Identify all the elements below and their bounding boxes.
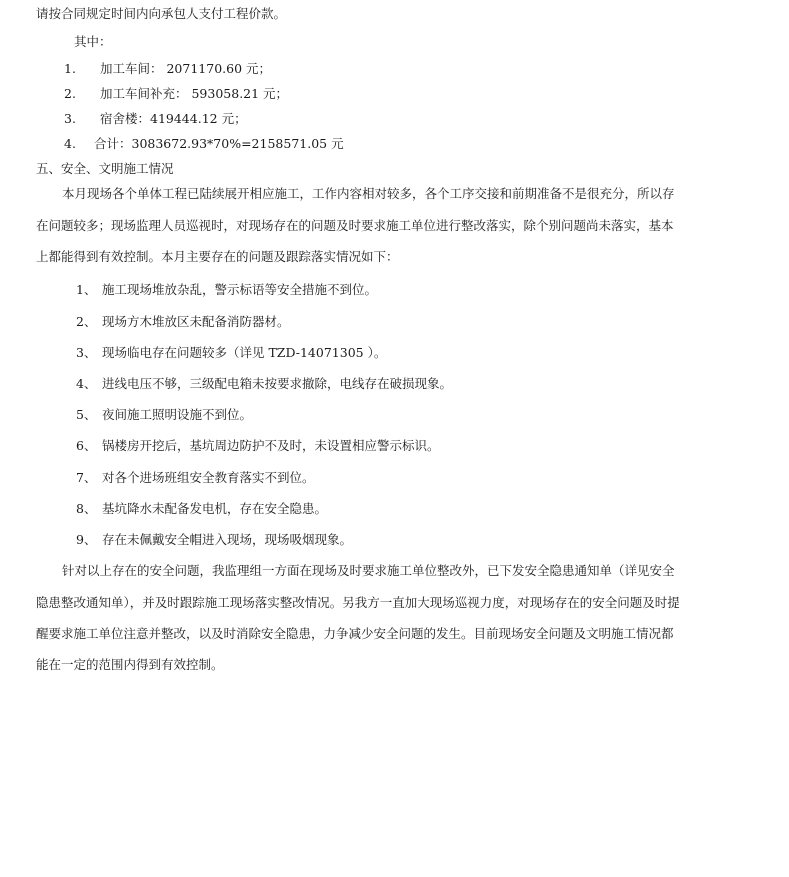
payment-item-text: 宿舍楼：419444.12 元； [100,111,247,126]
issue-text: 现场临电存在问题较多（详见 TZD-14071305 ）。 [102,345,387,360]
issue-text: 夜间施工照明设施不到位。 [102,407,253,422]
issue-text: 锅楼房开挖后，基坑周边防护不及时，未设置相应警示标识。 [102,438,440,453]
issue-text: 存在未佩戴安全帽进入现场，现场吸烟现象。 [102,532,353,547]
payment-item-number: 1. [64,61,76,76]
issue-item [76,530,352,548]
issue-item [76,436,440,454]
issue-number: 3、 [76,345,97,360]
payment-item-text: 加工车间补充： 593058.21 元； [100,86,289,101]
issue-item [76,280,377,298]
issue-number: 2、 [76,314,97,329]
issue-number: 1、 [76,282,97,297]
issue-text: 对各个进场班组安全教育落实不到位。 [102,470,315,485]
paragraph-line: 醒要求施工单位注意并整改，以及时消除安全隐患，力争减少安全问题的发生。目前现场安全问题及文明施工情况都 [36,626,674,641]
issue-text: 基坑降水未配备发电机，存在安全隐患。 [102,501,328,516]
issue-item [76,374,452,392]
payment-item-text: 加工车间： 2071170.60 元； [100,61,271,76]
paragraph-line: 隐患整改通知单），并及时跟踪施工现场落实整改情况。另我方一直加大现场巡视力度，对现场存在的安全问题及时提 [36,595,680,610]
paragraph-line: 上都能得到有效控制。本月主要存在的问题及跟踪落实情况如下： [36,249,399,264]
issue-number: 4、 [76,376,97,391]
paragraph-line: 本月现场各个单体工程已陆续展开相应施工，工作内容相对较多，各个工序交接和前期准备不是很充分，所以存 [62,186,675,201]
issue-item [76,499,327,517]
payment-item-number: 3. [64,111,76,126]
payments-heading: 其中： [74,34,112,49]
section-title: 五、安全、文明施工情况 [36,161,174,176]
payment-total [64,134,344,152]
issue-item [76,405,252,423]
issue-item [76,343,386,361]
issue-text: 进线电压不够，三级配电箱未按要求撤除，电线存在破损现象。 [102,376,453,391]
issue-number: 7、 [76,470,97,485]
paragraph-line: 能在一定的范围内得到有效控制。 [36,657,224,672]
payment-item-number: 4. [64,136,76,151]
paragraph-line: 针对以上存在的安全问题，我监理组一方面在现场及时要求施工单位整改外，已下发安全隐患通知单（详见安全 [62,563,675,578]
payment-item-text: 合计：3083672.93*70%=2158571.05 元 [94,136,344,151]
issue-text: 施工现场堆放杂乱，警示标语等安全措施不到位。 [102,282,378,297]
payment-item [64,84,288,102]
paragraph-line: 在问题较多；现场监理人员巡视时，对现场存在的问题及时要求施工单位进行整改落实，除个别问题尚未落实，基本 [36,218,674,233]
payment-item [64,109,247,127]
payment-item [64,59,271,77]
issue-number: 6、 [76,438,97,453]
intro-line: 请按合同规定时间内向承包人支付工程价款。 [36,6,287,21]
payment-item-number: 2. [64,86,76,101]
issue-number: 5、 [76,407,97,422]
issue-item [76,468,315,486]
issue-item [76,312,290,330]
issue-text: 现场方木堆放区未配备消防器材。 [102,314,290,329]
issue-number: 9、 [76,532,97,547]
issue-number: 8、 [76,501,97,516]
